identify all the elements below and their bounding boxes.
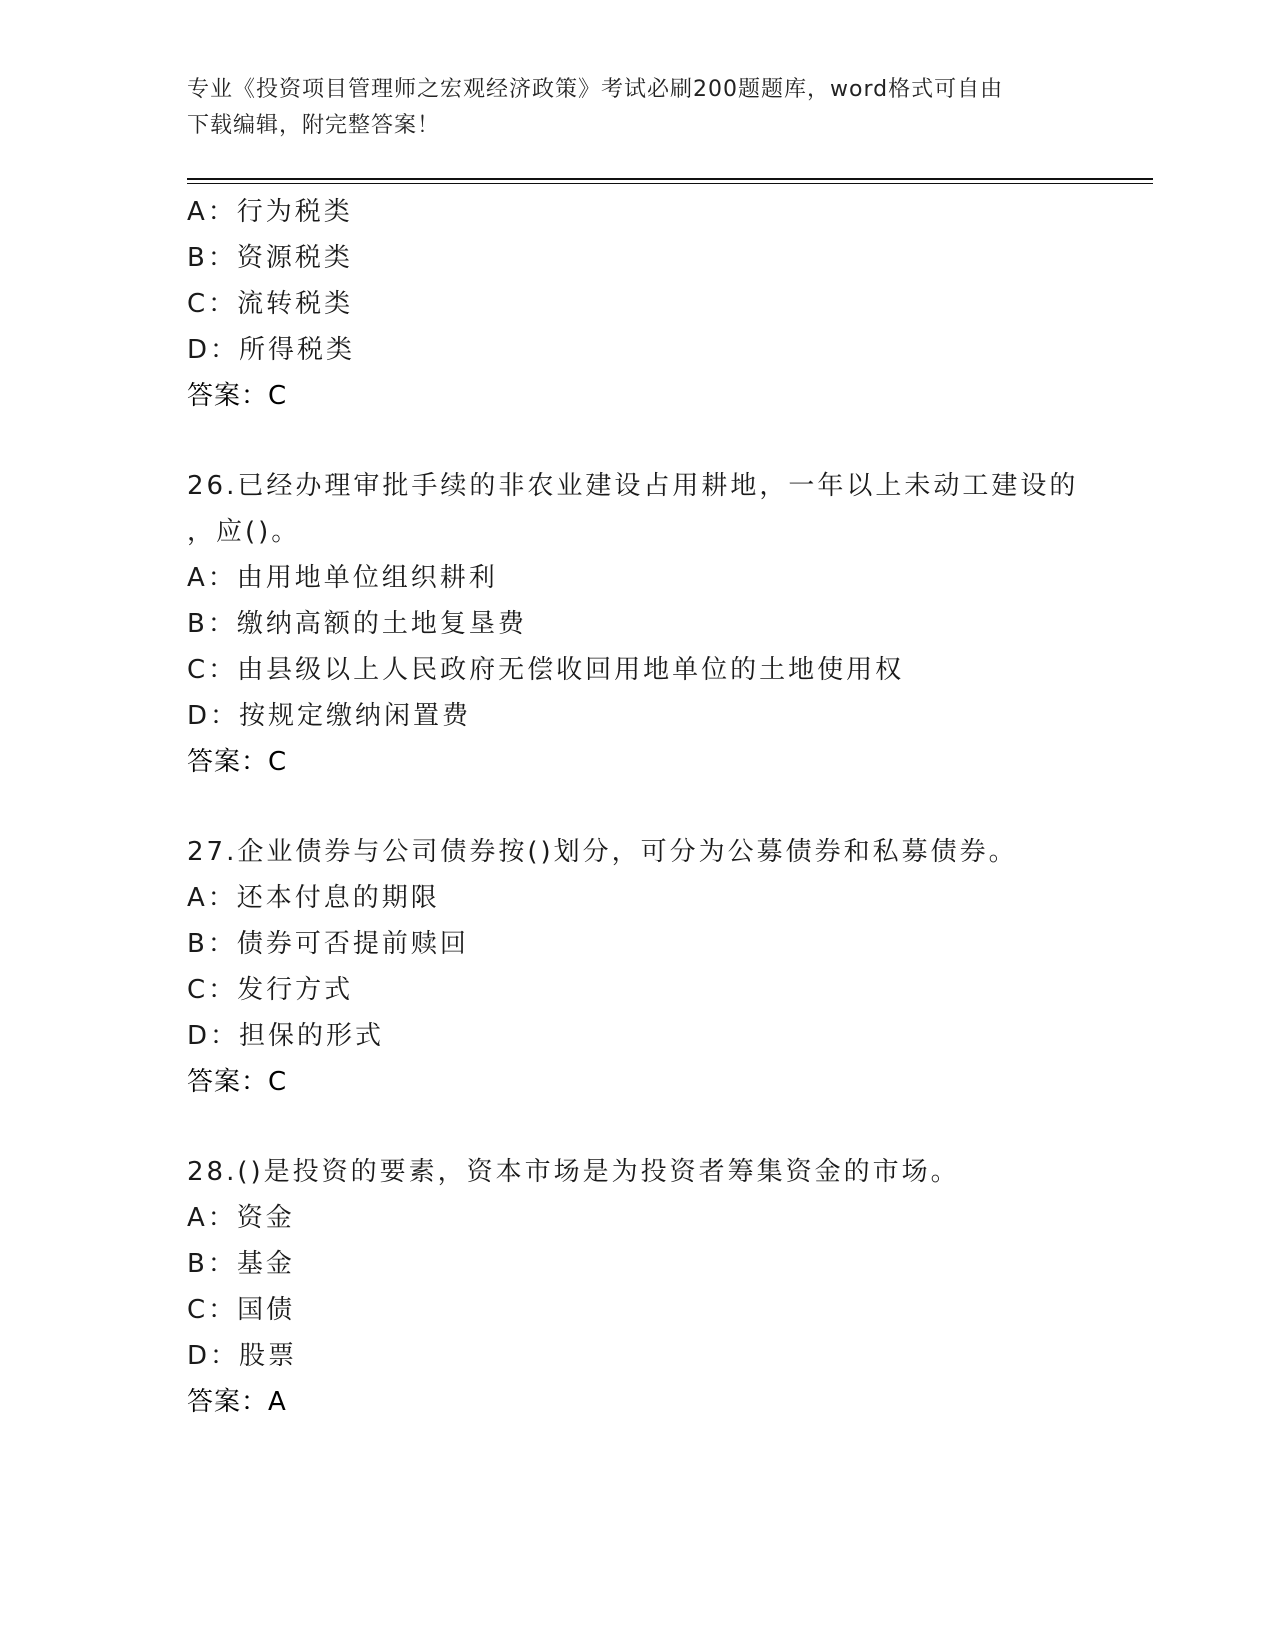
- question-block-previous: [187, 189, 1117, 419]
- option-d: D：担保的形式: [187, 1021, 385, 1051]
- option-b: B：资源税类: [187, 243, 353, 273]
- question-stem-continued: ，应()。: [187, 517, 301, 547]
- header-divider-thick: [187, 178, 1153, 180]
- question-stem: 26.已经办理审批手续的非农业建设占用耕地，一年以上未动工建设的: [187, 471, 1079, 501]
- option-c: C：国债: [187, 1295, 296, 1325]
- option-b: B：缴纳高额的土地复垦费: [187, 609, 527, 639]
- question-block-26: [187, 463, 1117, 785]
- spacer: [187, 419, 1117, 463]
- answer-line: 答案：C: [187, 1067, 288, 1097]
- option-c: C：发行方式: [187, 975, 354, 1005]
- header-title-line-2: 下载编辑，附完整答案！: [187, 113, 441, 138]
- option-b: B：基金: [187, 1249, 295, 1279]
- question-list: [187, 189, 1117, 1425]
- question-stem: 27.企业债券与公司债券按()划分，可分为公募债券和私募债券。: [187, 837, 1018, 867]
- option-a: A：资金: [187, 1203, 295, 1233]
- answer-line: 答案：C: [187, 747, 288, 777]
- answer-line: 答案：A: [187, 1387, 287, 1417]
- header-divider-thin: [187, 183, 1153, 184]
- spacer: [187, 1105, 1117, 1149]
- spacer: [187, 785, 1117, 829]
- option-c: C：由县级以上人民政府无偿收回用地单位的土地使用权: [187, 655, 905, 685]
- document-header: [187, 72, 1067, 144]
- answer-line: 答案：C: [187, 381, 288, 411]
- question-block-27: [187, 829, 1117, 1105]
- option-a: A：行为税类: [187, 197, 353, 227]
- option-d: D：股票: [187, 1341, 298, 1371]
- option-d: D：所得税类: [187, 335, 356, 365]
- question-block-28: [187, 1149, 1117, 1425]
- option-b: B：债券可否提前赎回: [187, 929, 469, 959]
- option-a: A：还本付息的期限: [187, 883, 440, 913]
- header-title-line-1: 专业《投资项目管理师之宏观经济政策》考试必刷200题题库，word格式可自由: [187, 77, 1004, 102]
- question-stem: 28.()是投资的要素，资本市场是为投资者筹集资金的市场。: [187, 1157, 960, 1187]
- option-c: C：流转税类: [187, 289, 354, 319]
- option-d: D：按规定缴纳闲置费: [187, 701, 472, 731]
- option-a: A：由用地单位组织耕利: [187, 563, 498, 593]
